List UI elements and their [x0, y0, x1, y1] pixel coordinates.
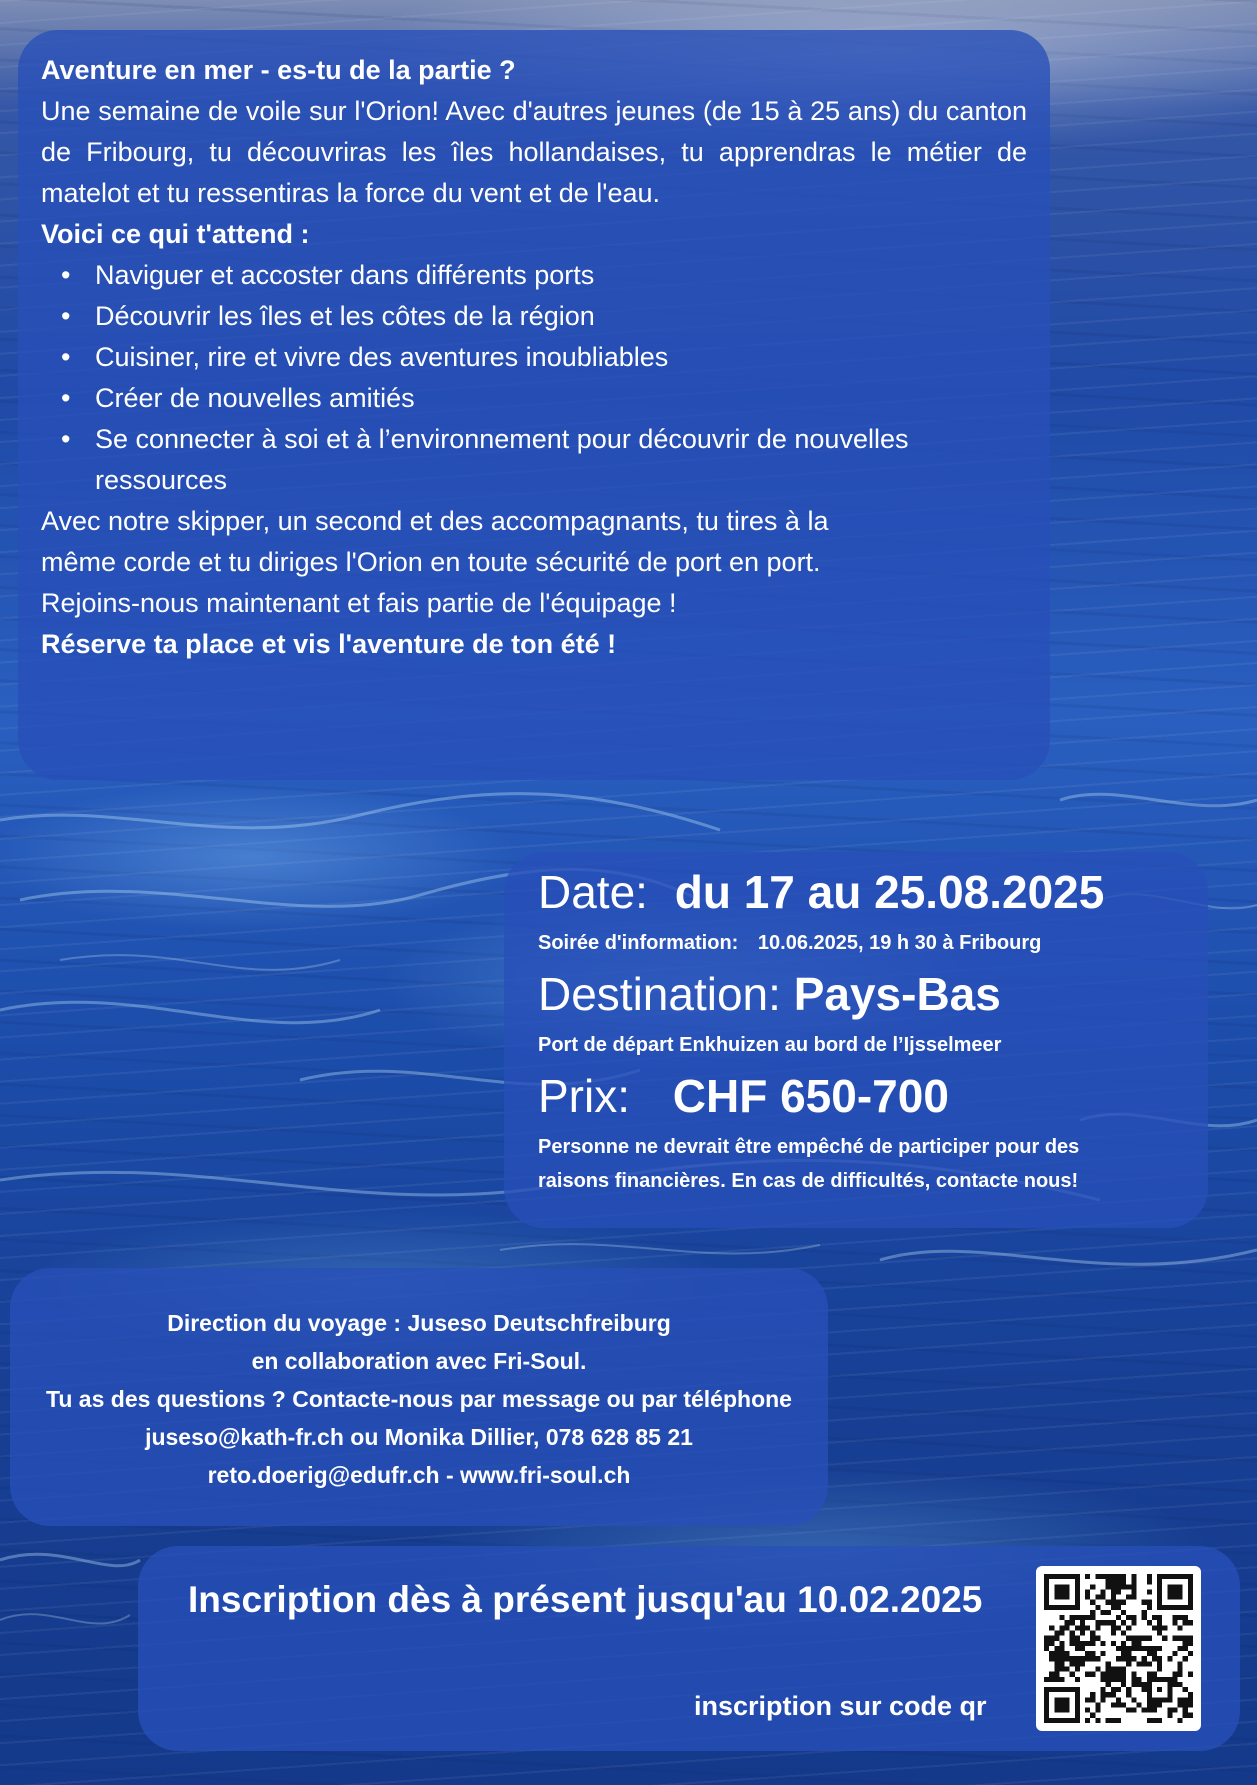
list-item: • Cuisiner, rire et vivre des aventures inoubliables: [95, 337, 1027, 378]
list-item: • Créer de nouvelles amitiés: [95, 378, 1027, 419]
registration-title: Inscription dès à présent jusqu'au 10.02.2025: [188, 1579, 983, 1620]
financial-note-line-2: raisons financières. En cas de difficultés, contacte nous!: [538, 1170, 1079, 1192]
intro-paragraph: Une semaine de voile sur l'Orion! Avec d'autres jeunes (de 15 à 25 ans) du canton de Fribourg, tu découvriras les îles hollandaises, tu apprendras le métier de matelot et tu ressentiras la force du vent et de l'eau.: [41, 96, 1027, 208]
date-value: du 17 au 25.08.2025: [674, 866, 1105, 918]
call-to-action: Réserve ta place et vis l'aventure de ton été !: [41, 629, 617, 659]
bullet-icon: •: [61, 301, 71, 331]
crew-line-2: même corde et tu diriges l'Orion en toute sécurité de port en port.: [41, 547, 821, 577]
price-label: Prix:: [538, 1070, 630, 1122]
bullet-icon: •: [61, 383, 71, 413]
list-item: • Naviguer et accoster dans différents ports: [95, 255, 1027, 296]
details-panel: [504, 852, 1208, 1228]
info-value: 10.06.2025, 19 h 30 à Fribourg: [757, 932, 1042, 954]
price-row: [538, 1062, 1178, 1130]
info-evening-row: [538, 926, 1178, 960]
contact-phone-line: juseso@kath-fr.ch ou Monika Dillier, 078 628 85 21: [145, 1424, 693, 1450]
activity-list: [41, 255, 1027, 501]
qr-code-graphic: [1044, 1574, 1193, 1723]
questions-line: Tu as des questions ? Contacte-nous par message ou par téléphone: [46, 1386, 792, 1412]
bullet-icon: •: [61, 424, 71, 454]
contact-panel: [10, 1268, 828, 1526]
list-item: • Se connecter à soi et à l’environnement pour découvrir de nouvelles ressources: [95, 419, 1027, 501]
destination-value: Pays-Bas: [793, 968, 1001, 1020]
bullet-icon: •: [61, 342, 71, 372]
intro-panel: [18, 30, 1050, 780]
organizer-line: Direction du voyage : Juseso Deutschfreiburg: [167, 1310, 671, 1336]
date-label: Date:: [538, 866, 648, 918]
qr-code-icon[interactable]: [1036, 1566, 1201, 1731]
crew-line-1: Avec notre skipper, un second et des accompagnants, tu tires à la: [41, 506, 829, 536]
qr-caption: inscription sur code qr: [694, 1691, 987, 1721]
collaboration-line: en collaboration avec Fri-Soul.: [251, 1348, 587, 1374]
destination-label: Destination:: [538, 968, 781, 1020]
list-item: • Découvrir les îles et les côtes de la région: [95, 296, 1027, 337]
date-row: [538, 858, 1178, 926]
port-text: Port de départ Enkhuizen au bord de l’Ijsselmeer: [538, 1034, 1002, 1056]
intro-headline: Aventure en mer - es-tu de la partie ?: [41, 55, 516, 85]
financial-note-line-1: Personne ne devrait être empêché de participer pour des: [538, 1136, 1080, 1158]
contact-web-line: reto.doerig@edufr.ch - www.fri-soul.ch: [207, 1462, 631, 1488]
info-label: Soirée d'information:: [538, 932, 739, 954]
bullet-icon: •: [61, 260, 71, 290]
destination-row: [538, 960, 1178, 1028]
list-title: Voici ce qui t'attend :: [41, 219, 310, 249]
join-text: Rejoins-nous maintenant et fais partie de l'équipage !: [41, 588, 677, 618]
registration-panel: [138, 1546, 1240, 1751]
price-value: CHF 650-700: [672, 1070, 949, 1122]
